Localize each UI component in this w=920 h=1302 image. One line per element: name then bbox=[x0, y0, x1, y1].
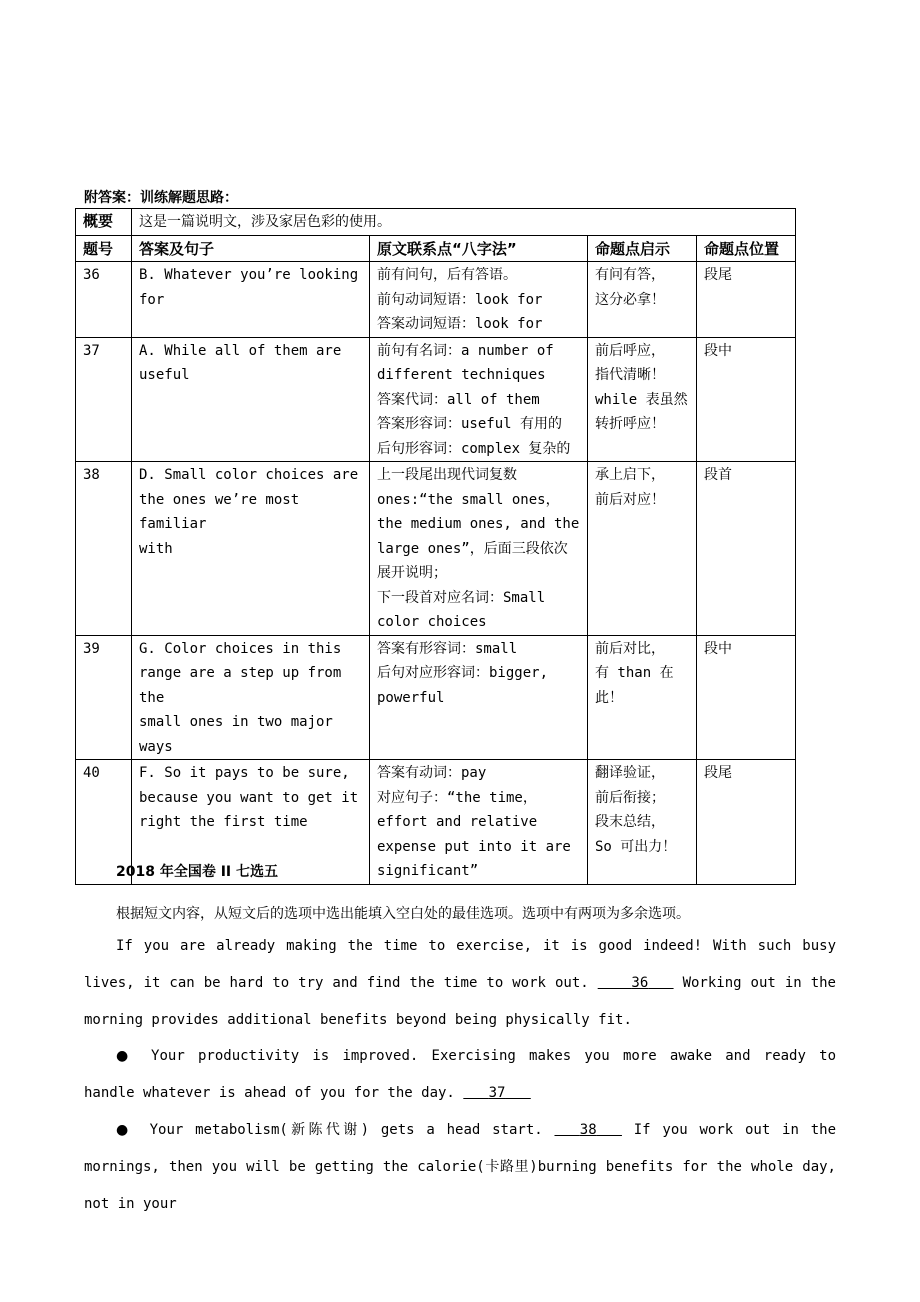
test-point-hint-line: 这分必拿！ bbox=[595, 291, 665, 308]
test-point-position: 段中 bbox=[697, 635, 796, 760]
summary-row bbox=[76, 209, 796, 236]
table-row bbox=[76, 462, 796, 636]
answer-sentence-line: F. So it pays to be sure, bbox=[139, 765, 350, 781]
test-point-hint-line: 前后衔接； bbox=[595, 789, 665, 806]
test-point-hint-line: 翻译验证， bbox=[595, 765, 665, 781]
test-point-hint bbox=[588, 760, 697, 885]
test-point-position: 段首 bbox=[697, 462, 796, 636]
context-link-line: 后句对应形容词：bigger, bbox=[377, 665, 549, 681]
answer-sentence-line: because you want to get it bbox=[139, 789, 359, 806]
bullet-1-text: Your productivity is improved. Exercising makes you more awake and ready to handle whatever is ahead of you for the day. bbox=[84, 1048, 837, 1101]
answer-sentence-line: range are a step up from the bbox=[139, 665, 342, 706]
answer-sentence bbox=[132, 337, 370, 462]
context-link-line: 答案有形容词：small bbox=[377, 640, 518, 657]
answer-sentence-line: small ones in two major ways bbox=[139, 714, 333, 755]
col-header-hint: 命题点启示 bbox=[588, 235, 697, 262]
context-link-line: 前有问句，后有答语。 bbox=[377, 267, 517, 283]
question-number: 36 bbox=[76, 262, 132, 338]
blank-36[interactable] bbox=[598, 965, 674, 1002]
test-point-hint-line: while 表虽然 bbox=[595, 391, 688, 408]
test-point-hint-line: 承上启下， bbox=[595, 467, 665, 483]
answer-sentence bbox=[132, 462, 370, 636]
test-point-position: 段尾 bbox=[697, 760, 796, 885]
context-link bbox=[370, 635, 588, 760]
answer-sentence-line: B. Whatever you’re looking bbox=[139, 267, 359, 283]
test-point-hint-line: 有 than 在 bbox=[595, 665, 674, 681]
section-title: 2018 年全国卷 II 七选五 bbox=[116, 864, 279, 880]
paragraph-1 bbox=[84, 928, 836, 1039]
col-header-position: 命题点位置 bbox=[697, 235, 796, 262]
blank-38[interactable] bbox=[554, 1112, 621, 1149]
question-number: 38 bbox=[76, 462, 132, 636]
context-link-line: the medium ones, and the bbox=[377, 516, 580, 532]
test-point-hint-line: 指代清晰！ bbox=[595, 367, 665, 383]
context-link-line: significant” bbox=[377, 863, 479, 879]
test-point-hint bbox=[588, 262, 697, 338]
context-link bbox=[370, 337, 588, 462]
test-point-hint bbox=[588, 462, 697, 636]
context-link-line: different techniques bbox=[377, 367, 546, 383]
bullet-item-2 bbox=[84, 1112, 836, 1223]
context-link bbox=[370, 462, 588, 636]
bullet-2-text-b: If you work out in the mornings, then you will be getting the calorie(卡路里)burning benefits for the whole day, not in your bbox=[84, 1122, 836, 1212]
context-link-line: 前句有名词：a number of bbox=[377, 342, 554, 359]
bullet-icon: ● bbox=[116, 1122, 132, 1138]
test-point-hint bbox=[588, 635, 697, 760]
answer-sentence-line: useful bbox=[139, 367, 190, 383]
test-point-hint-line: 段末总结， bbox=[595, 814, 665, 830]
table-row bbox=[76, 635, 796, 760]
table-row bbox=[76, 337, 796, 462]
test-point-hint-line: 前后对比， bbox=[595, 640, 665, 657]
answer-sentence-line: the ones we’re most familiar bbox=[139, 491, 300, 532]
context-link-line: 答案形容词：useful 有用的 bbox=[377, 416, 563, 432]
context-link-line: 答案代词：all of them bbox=[377, 391, 540, 408]
context-link-line: ones:“the small ones， bbox=[377, 491, 560, 508]
context-link-line: 答案有动词：pay bbox=[377, 765, 487, 781]
instruction: 根据短文内容，从短文后的选项中选出能填入空白处的最佳选项。选项中有两项为多余选项。 bbox=[116, 906, 690, 922]
col-header-link: 原文联系点“八字法” bbox=[370, 235, 588, 262]
answer-sentence-line: for bbox=[139, 291, 165, 308]
test-point-position: 段尾 bbox=[697, 262, 796, 338]
test-point-hint-line: 此！ bbox=[595, 689, 623, 706]
context-link-line: 前句动词短语：look for bbox=[377, 291, 543, 308]
table-row bbox=[76, 262, 796, 338]
answer-sentence-line: G. Color choices in this bbox=[139, 640, 342, 657]
test-point-hint-line: 转折呼应！ bbox=[595, 416, 665, 432]
test-point-hint-line: 前后对应！ bbox=[595, 491, 665, 508]
question-number: 37 bbox=[76, 337, 132, 462]
test-point-hint-line: 有问有答， bbox=[595, 267, 665, 283]
context-link-line: expense put into it are bbox=[377, 838, 571, 855]
bullet-2-text-a: Your metabolism(新陈代谢) gets a head start. bbox=[149, 1122, 543, 1138]
paragraph-1-text-a: If you are already making the time to exercise, it is good indeed! With such busy lives, it can be hard to try and find the time to work out. bbox=[84, 938, 836, 991]
test-point-hint bbox=[588, 337, 697, 462]
context-link-line: 上一段尾出现代词复数 bbox=[377, 467, 517, 483]
context-link-line: color choices bbox=[377, 614, 487, 630]
blank-37-number: 37 bbox=[488, 1085, 506, 1101]
context-link-line: large ones”，后面三段依次 bbox=[377, 540, 568, 557]
answer-sentence-line: with bbox=[139, 540, 173, 557]
bullet-item-1 bbox=[84, 1038, 836, 1112]
test-point-position: 段中 bbox=[697, 337, 796, 462]
summary-text: 这是一篇说明文，涉及家居色彩的使用。 bbox=[132, 209, 796, 236]
bullet-icon: ● bbox=[116, 1048, 134, 1064]
paragraph-1-text-b: Working out in the morning provides additional benefits beyond being physically fit. bbox=[84, 975, 836, 1028]
question-number: 39 bbox=[76, 635, 132, 760]
answer-sentence bbox=[132, 262, 370, 338]
context-link-line: 对应句子：“the time， bbox=[377, 789, 537, 806]
context-link-line: 答案动词短语：look for bbox=[377, 316, 543, 332]
context-link-line: 后句形容词：complex 复杂的 bbox=[377, 440, 571, 457]
blank-37[interactable] bbox=[463, 1075, 530, 1112]
answer-sentence-line: right the first time bbox=[139, 814, 308, 830]
context-link-line: effort and relative bbox=[377, 814, 538, 830]
answer-sentence-line: D. Small color choices are bbox=[139, 467, 359, 483]
test-point-hint-line: So 可出力！ bbox=[595, 838, 677, 855]
blank-38-number: 38 bbox=[579, 1122, 597, 1138]
answer-heading: 附答案：训练解题思路： bbox=[84, 190, 238, 206]
answer-sentence bbox=[132, 635, 370, 760]
header-row bbox=[76, 235, 796, 262]
answer-table bbox=[75, 208, 796, 885]
summary-label: 概要 bbox=[76, 209, 132, 236]
answer-sentence-line: A. While all of them are bbox=[139, 342, 342, 359]
context-link-line: 下一段首对应名词：Small bbox=[377, 589, 546, 606]
col-header-num: 题号 bbox=[76, 235, 132, 262]
context-link bbox=[370, 760, 588, 885]
context-link-line: powerful bbox=[377, 689, 445, 706]
question-number: 40 bbox=[76, 760, 132, 885]
col-header-answer: 答案及句子 bbox=[132, 235, 370, 262]
context-link bbox=[370, 262, 588, 338]
blank-36-number: 36 bbox=[631, 975, 649, 991]
context-link-line: 展开说明； bbox=[377, 565, 447, 581]
test-point-hint-line: 前后呼应， bbox=[595, 342, 665, 359]
